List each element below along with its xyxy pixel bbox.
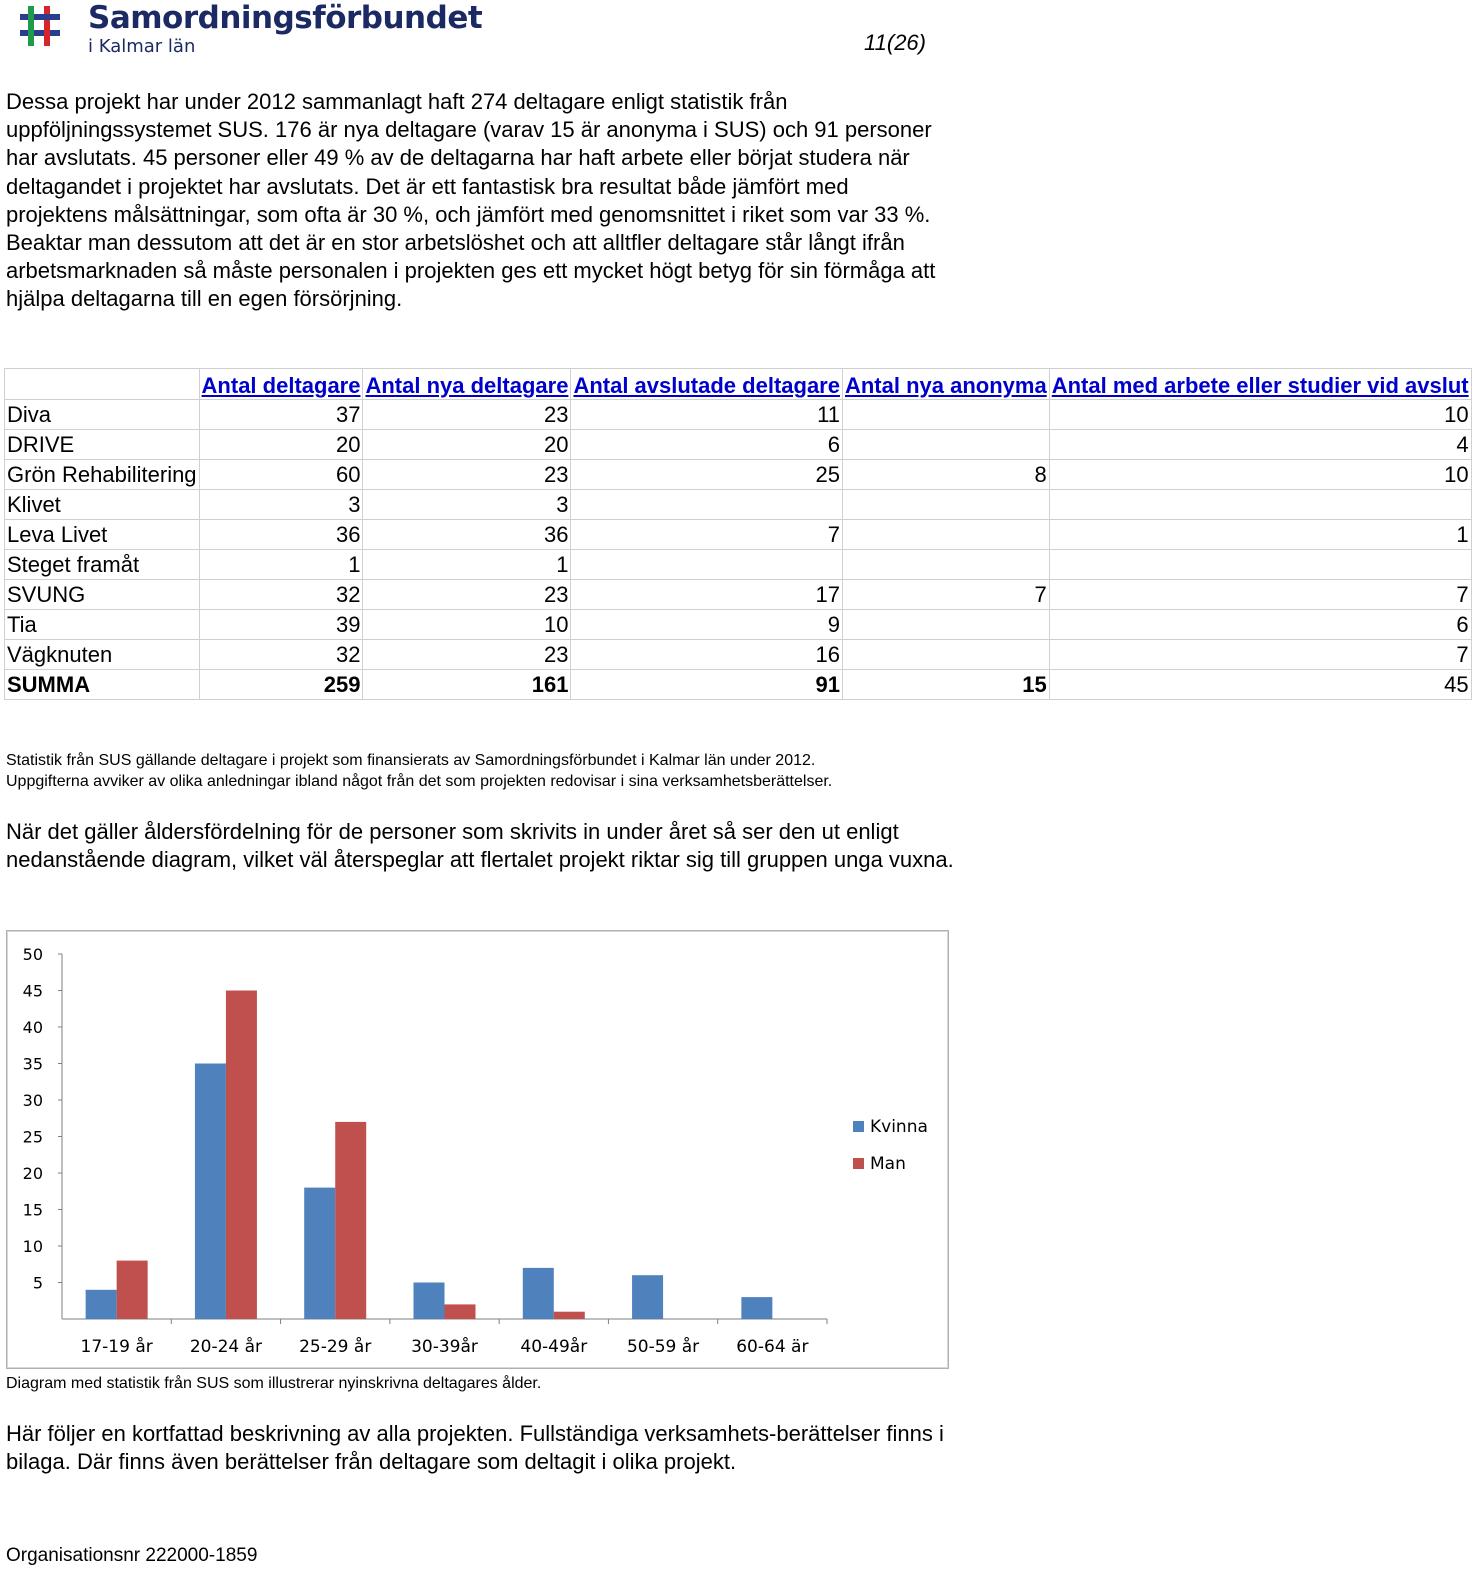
- legend-swatch: [853, 1121, 864, 1132]
- table-row: [5, 430, 1472, 460]
- sum-arbete: 45: [1049, 670, 1471, 700]
- y-tick-label: 30: [22, 1091, 43, 1110]
- cell-arbete: [1049, 490, 1471, 520]
- description-paragraph: Här följer en kortfattad beskrivning av alla projekten. Fullständiga verksamhets-berättelser finns i bilaga. Där finns även berättelser från deltagare som deltagit i olika projekt.: [6, 1421, 944, 1475]
- cell-arbete: [1049, 550, 1471, 580]
- bar-kvinna: [195, 1064, 226, 1320]
- y-tick-label: 50: [22, 945, 43, 964]
- bar-man: [445, 1304, 476, 1319]
- intro-paragraph: Dessa projekt har under 2012 sammanlagt haft 274 deltagare enligt statistik från uppföljningssystemet SUS. 176 är nya deltagare (varav 15 är anonyma i SUS) och 91 personer har avslutats. 45 personer eller 49 % av de deltagarna har haft arbete eller börjat studera när deltagandet i projektet har avslutats. Det är ett fantastisk bra resultat både jämfört med projektens målsättningar, som ofta är 30 %, och jämfört med genomsnittet i riket som var 33 %. Beaktar man dessutom att det är en stor arbetslöshet och att alltfler deltagare står långt ifrån arbetsmarknaden så måste personalen i projekten ges ett mycket högt betyg för sin förmåga att hjälpa deltagarna till en egen försörjning.: [6, 89, 936, 312]
- cell-nya: 23: [363, 400, 571, 430]
- header-antal-arbete-studier: Antal med arbete eller studier vid avslut: [1049, 369, 1471, 400]
- table-row: [5, 400, 1472, 430]
- sum-avslutade: 91: [571, 670, 843, 700]
- cell-anonyma: 8: [842, 460, 1049, 490]
- bar-kvinna: [632, 1275, 663, 1319]
- sum-nya: 161: [363, 670, 571, 700]
- sum-deltagare: 259: [199, 670, 363, 700]
- cell-anonyma: [842, 490, 1049, 520]
- cell-arbete: 7: [1049, 580, 1471, 610]
- cell-arbete: 1: [1049, 520, 1471, 550]
- y-tick-label: 5: [32, 1273, 43, 1293]
- header-project: [5, 369, 200, 400]
- x-tick-label: 40-49år: [520, 1337, 588, 1357]
- y-tick-label: 45: [22, 981, 43, 1001]
- x-tick-label: 17-19 år: [80, 1337, 153, 1357]
- bar-kvinna: [741, 1297, 772, 1319]
- row-name: DRIVE: [5, 430, 200, 460]
- row-name: Tia: [5, 610, 200, 640]
- cell-avslutade: 17: [571, 580, 843, 610]
- logo-mark-icon: [18, 4, 62, 48]
- row-name: Grön Rehabilitering: [5, 460, 200, 490]
- table-row: [5, 520, 1472, 550]
- y-tick-label: 10: [22, 1237, 43, 1256]
- x-tick-label: 30-39år: [411, 1337, 478, 1357]
- cell-nya: 23: [363, 460, 571, 490]
- cell-avslutade: 7: [571, 520, 843, 550]
- cell-deltagare: 36: [199, 520, 363, 550]
- cell-avslutade: 11: [571, 400, 843, 430]
- cell-avslutade: 9: [571, 610, 843, 640]
- org-logo: [18, 0, 483, 57]
- cell-anonyma: [842, 640, 1049, 670]
- cell-deltagare: 32: [199, 640, 363, 670]
- cell-avslutade: 16: [571, 640, 843, 670]
- header-antal-nya-anonyma: Antal nya anonyma: [842, 369, 1049, 400]
- cell-nya: 23: [363, 580, 571, 610]
- y-tick-label: 20: [22, 1164, 43, 1183]
- table-note-deviation: Uppgifterna avviker av olika anledningar ibland något från det som projekten redovisar i sina verksamhetsberättelser.: [6, 773, 833, 790]
- table-row: [5, 460, 1472, 490]
- cell-anonyma: 7: [842, 580, 1049, 610]
- cell-nya: 10: [363, 610, 571, 640]
- table-row: [5, 640, 1472, 670]
- cell-avslutade: [571, 550, 843, 580]
- legend-label: Kvinna: [870, 1117, 928, 1137]
- x-tick-label: 25-29 år: [299, 1337, 372, 1357]
- y-tick-label: 25: [22, 1127, 43, 1147]
- cell-anonyma: [842, 400, 1049, 430]
- cell-deltagare: 1: [199, 550, 363, 580]
- cell-arbete: 10: [1049, 400, 1471, 430]
- bar-kvinna: [414, 1283, 445, 1320]
- x-tick-label: 20-24 år: [189, 1337, 263, 1357]
- table-note-source: Statistik från SUS gällande deltagare i projekt som finansierats av Samordningsförbundet i Kalmar län under 2012.: [6, 752, 816, 769]
- table-row: [5, 490, 1472, 520]
- cell-anonyma: [842, 520, 1049, 550]
- table-header-row: [5, 369, 1472, 400]
- header-antal-deltagare: Antal deltagare: [199, 369, 363, 400]
- cell-anonyma: [842, 430, 1049, 460]
- row-name: Leva Livet: [5, 520, 200, 550]
- cell-anonyma: [842, 610, 1049, 640]
- cell-nya: 36: [363, 520, 571, 550]
- table-sum-row: [5, 670, 1472, 700]
- bar-man: [554, 1312, 585, 1319]
- cell-avslutade: [571, 490, 843, 520]
- cell-deltagare: 20: [199, 430, 363, 460]
- page-number: 11(26): [864, 30, 926, 55]
- sum-anonyma: 15: [842, 670, 1049, 700]
- cell-nya: 3: [363, 490, 571, 520]
- age-paragraph: När det gäller åldersfördelning för de personer som skrivits in under året så ser den ut enligt nedanstående diagram, vilket väl återspeglar att flertalet projekt riktar sig till gruppen unga vuxna.: [6, 819, 954, 873]
- y-tick-label: 35: [22, 1054, 43, 1074]
- legend-label: Man: [870, 1154, 906, 1174]
- chart-caption: Diagram med statistik från SUS som illustrerar nyinskrivna deltagares ålder.: [6, 1375, 542, 1392]
- cell-arbete: 10: [1049, 460, 1471, 490]
- table-row: [5, 610, 1472, 640]
- cell-deltagare: 32: [199, 580, 363, 610]
- cell-avslutade: 6: [571, 430, 843, 460]
- x-tick-label: 60-64 är: [736, 1337, 809, 1357]
- footer-org-number: Organisationsnr 222000-1859: [6, 1545, 258, 1566]
- row-name: Steget framåt: [5, 550, 200, 580]
- cell-arbete: 7: [1049, 640, 1471, 670]
- y-tick-label: 15: [22, 1200, 43, 1220]
- row-name: Klivet: [5, 490, 200, 520]
- age-distribution-chart: [6, 930, 949, 1369]
- row-name: Diva: [5, 400, 200, 430]
- cell-deltagare: 60: [199, 460, 363, 490]
- table-row: [5, 550, 1472, 580]
- row-name: Vägknuten: [5, 640, 200, 670]
- header-antal-avslutade: Antal avslutade deltagare: [571, 369, 843, 400]
- bar-man: [117, 1261, 148, 1319]
- sum-label: SUMMA: [5, 670, 200, 700]
- cell-deltagare: 3: [199, 490, 363, 520]
- table-row: [5, 580, 1472, 610]
- cell-deltagare: 39: [199, 610, 363, 640]
- bar-man: [335, 1122, 366, 1319]
- bar-man: [226, 991, 257, 1320]
- project-statistics-table: [4, 368, 1472, 700]
- bar-kvinna: [86, 1290, 117, 1319]
- cell-nya: 20: [363, 430, 571, 460]
- legend-swatch: [853, 1158, 864, 1169]
- cell-arbete: 4: [1049, 430, 1471, 460]
- cell-deltagare: 37: [199, 400, 363, 430]
- header-antal-nya-deltagare: Antal nya deltagare: [363, 369, 571, 400]
- cell-nya: 1: [363, 550, 571, 580]
- bar-kvinna: [523, 1268, 554, 1319]
- cell-nya: 23: [363, 640, 571, 670]
- cell-avslutade: 25: [571, 460, 843, 490]
- row-name: SVUNG: [5, 580, 200, 610]
- bar-kvinna: [304, 1188, 335, 1319]
- cell-arbete: 6: [1049, 610, 1471, 640]
- logo-org-sub: i Kalmar län: [88, 36, 196, 57]
- x-tick-label: 50-59 år: [626, 1337, 700, 1357]
- y-tick-label: 40: [22, 1018, 43, 1037]
- cell-anonyma: [842, 550, 1049, 580]
- logo-org-name: Samordningsförbundet: [88, 0, 483, 36]
- age-chart-svg: [7, 931, 948, 1368]
